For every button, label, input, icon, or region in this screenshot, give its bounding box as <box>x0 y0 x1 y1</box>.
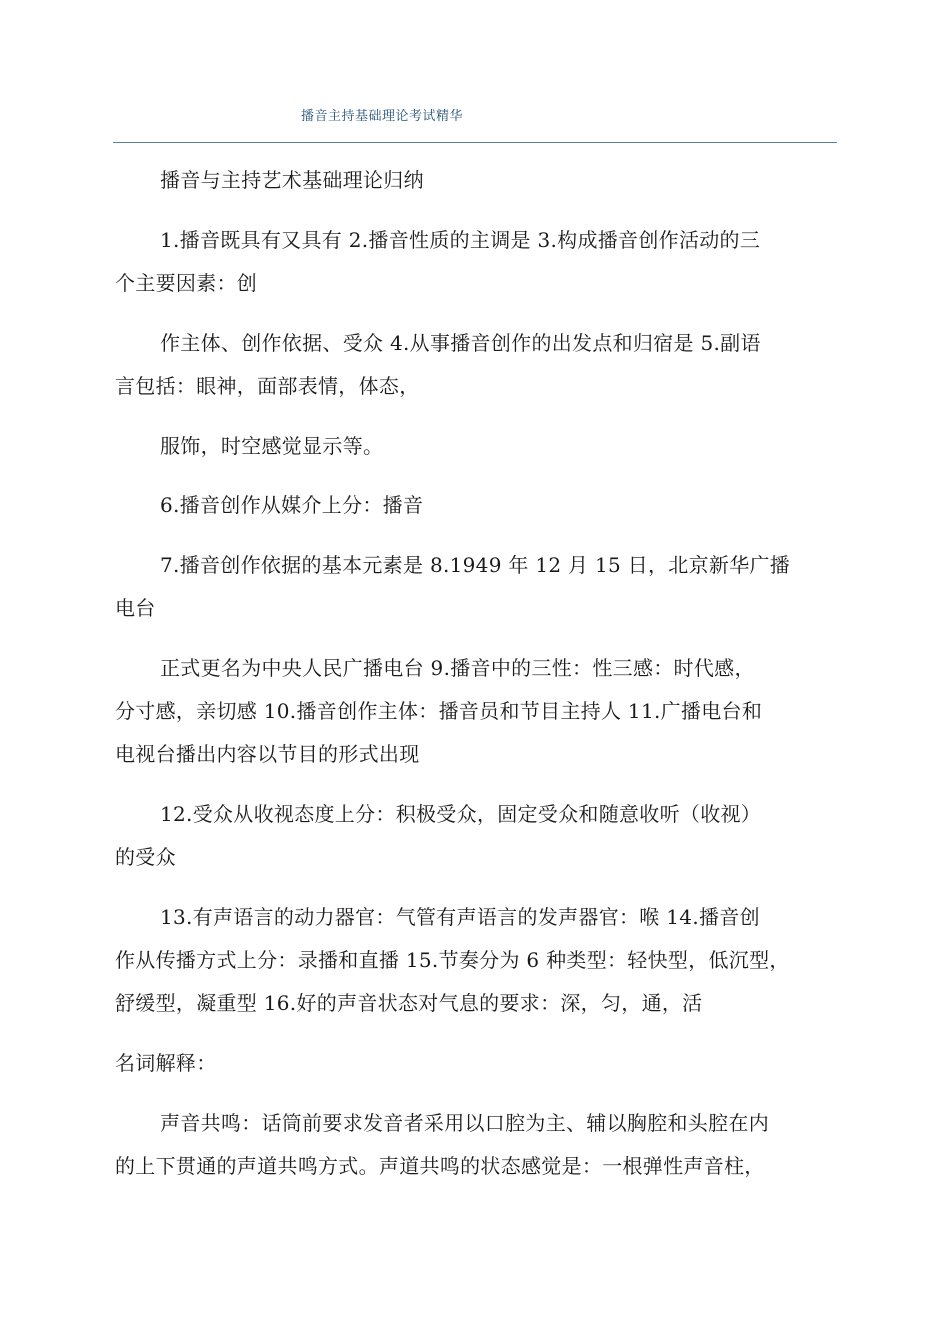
paragraph-5-line-1: 7.播音创作依据的基本元素是 8.1949 年 12 月 15 日，北京新华广播 <box>160 553 791 577</box>
paragraph-1-line-1: 1.播音既具有又具有 2.播音性质的主调是 3.构成播音创作活动的三 <box>160 228 761 252</box>
running-header: 播音主持基础理论考试精华 <box>301 109 464 124</box>
paragraph-1-line-2: 个主要因素：创 <box>115 271 258 295</box>
paragraph-7-line-2: 的受众 <box>115 845 176 869</box>
paragraph-5-line-2: 电台 <box>115 596 156 620</box>
paragraph-4-line-1: 6.播音创作从媒介上分：播音 <box>160 493 424 517</box>
paragraph-6-line-3: 电视台播出内容以节目的形式出现 <box>115 742 420 766</box>
paragraph-3-line-1: 服饰，时空感觉显示等。 <box>160 434 384 458</box>
paragraph-2-line-2: 言包括：眼神，面部表情，体态， <box>115 374 420 398</box>
paragraph-6-line-1: 正式更名为中央人民广播电台 9.播音中的三性：性三感：时代感， <box>160 656 755 680</box>
paragraph-8-line-2: 作从传播方式上分：录播和直播 15.节奏分为 6 种类型：轻快型，低沉型， <box>115 948 790 972</box>
header-divider <box>113 142 837 143</box>
paragraph-9-line-1: 名词解释： <box>115 1051 217 1075</box>
paragraph-10-line-1: 声音共鸣：话筒前要求发音者采用以口腔为主、辅以胸腔和头腔在内 <box>160 1111 769 1135</box>
paragraph-8-line-3: 舒缓型，凝重型 16.好的声音状态对气息的要求：深，匀，通，活 <box>115 991 703 1015</box>
paragraph-8-line-1: 13.有声语言的动力器官：气管有声语言的发声器官：喉 14.播音创 <box>160 905 760 929</box>
paragraph-2-line-1: 作主体、创作依据、受众 4.从事播音创作的出发点和归宿是 5.副语 <box>160 331 761 355</box>
document-heading: 播音与主持艺术基础理论归纳 <box>160 168 424 192</box>
paragraph-10-line-2: 的上下贯通的声道共鸣方式。声道共鸣的状态感觉是：一根弹性声音柱， <box>115 1154 765 1178</box>
paragraph-6-line-2: 分寸感，亲切感 10.播音创作主体：播音员和节目主持人 11.广播电台和 <box>115 699 763 723</box>
paragraph-7-line-1: 12.受众从收视态度上分：积极受众，固定受众和随意收听（收视） <box>160 802 762 826</box>
